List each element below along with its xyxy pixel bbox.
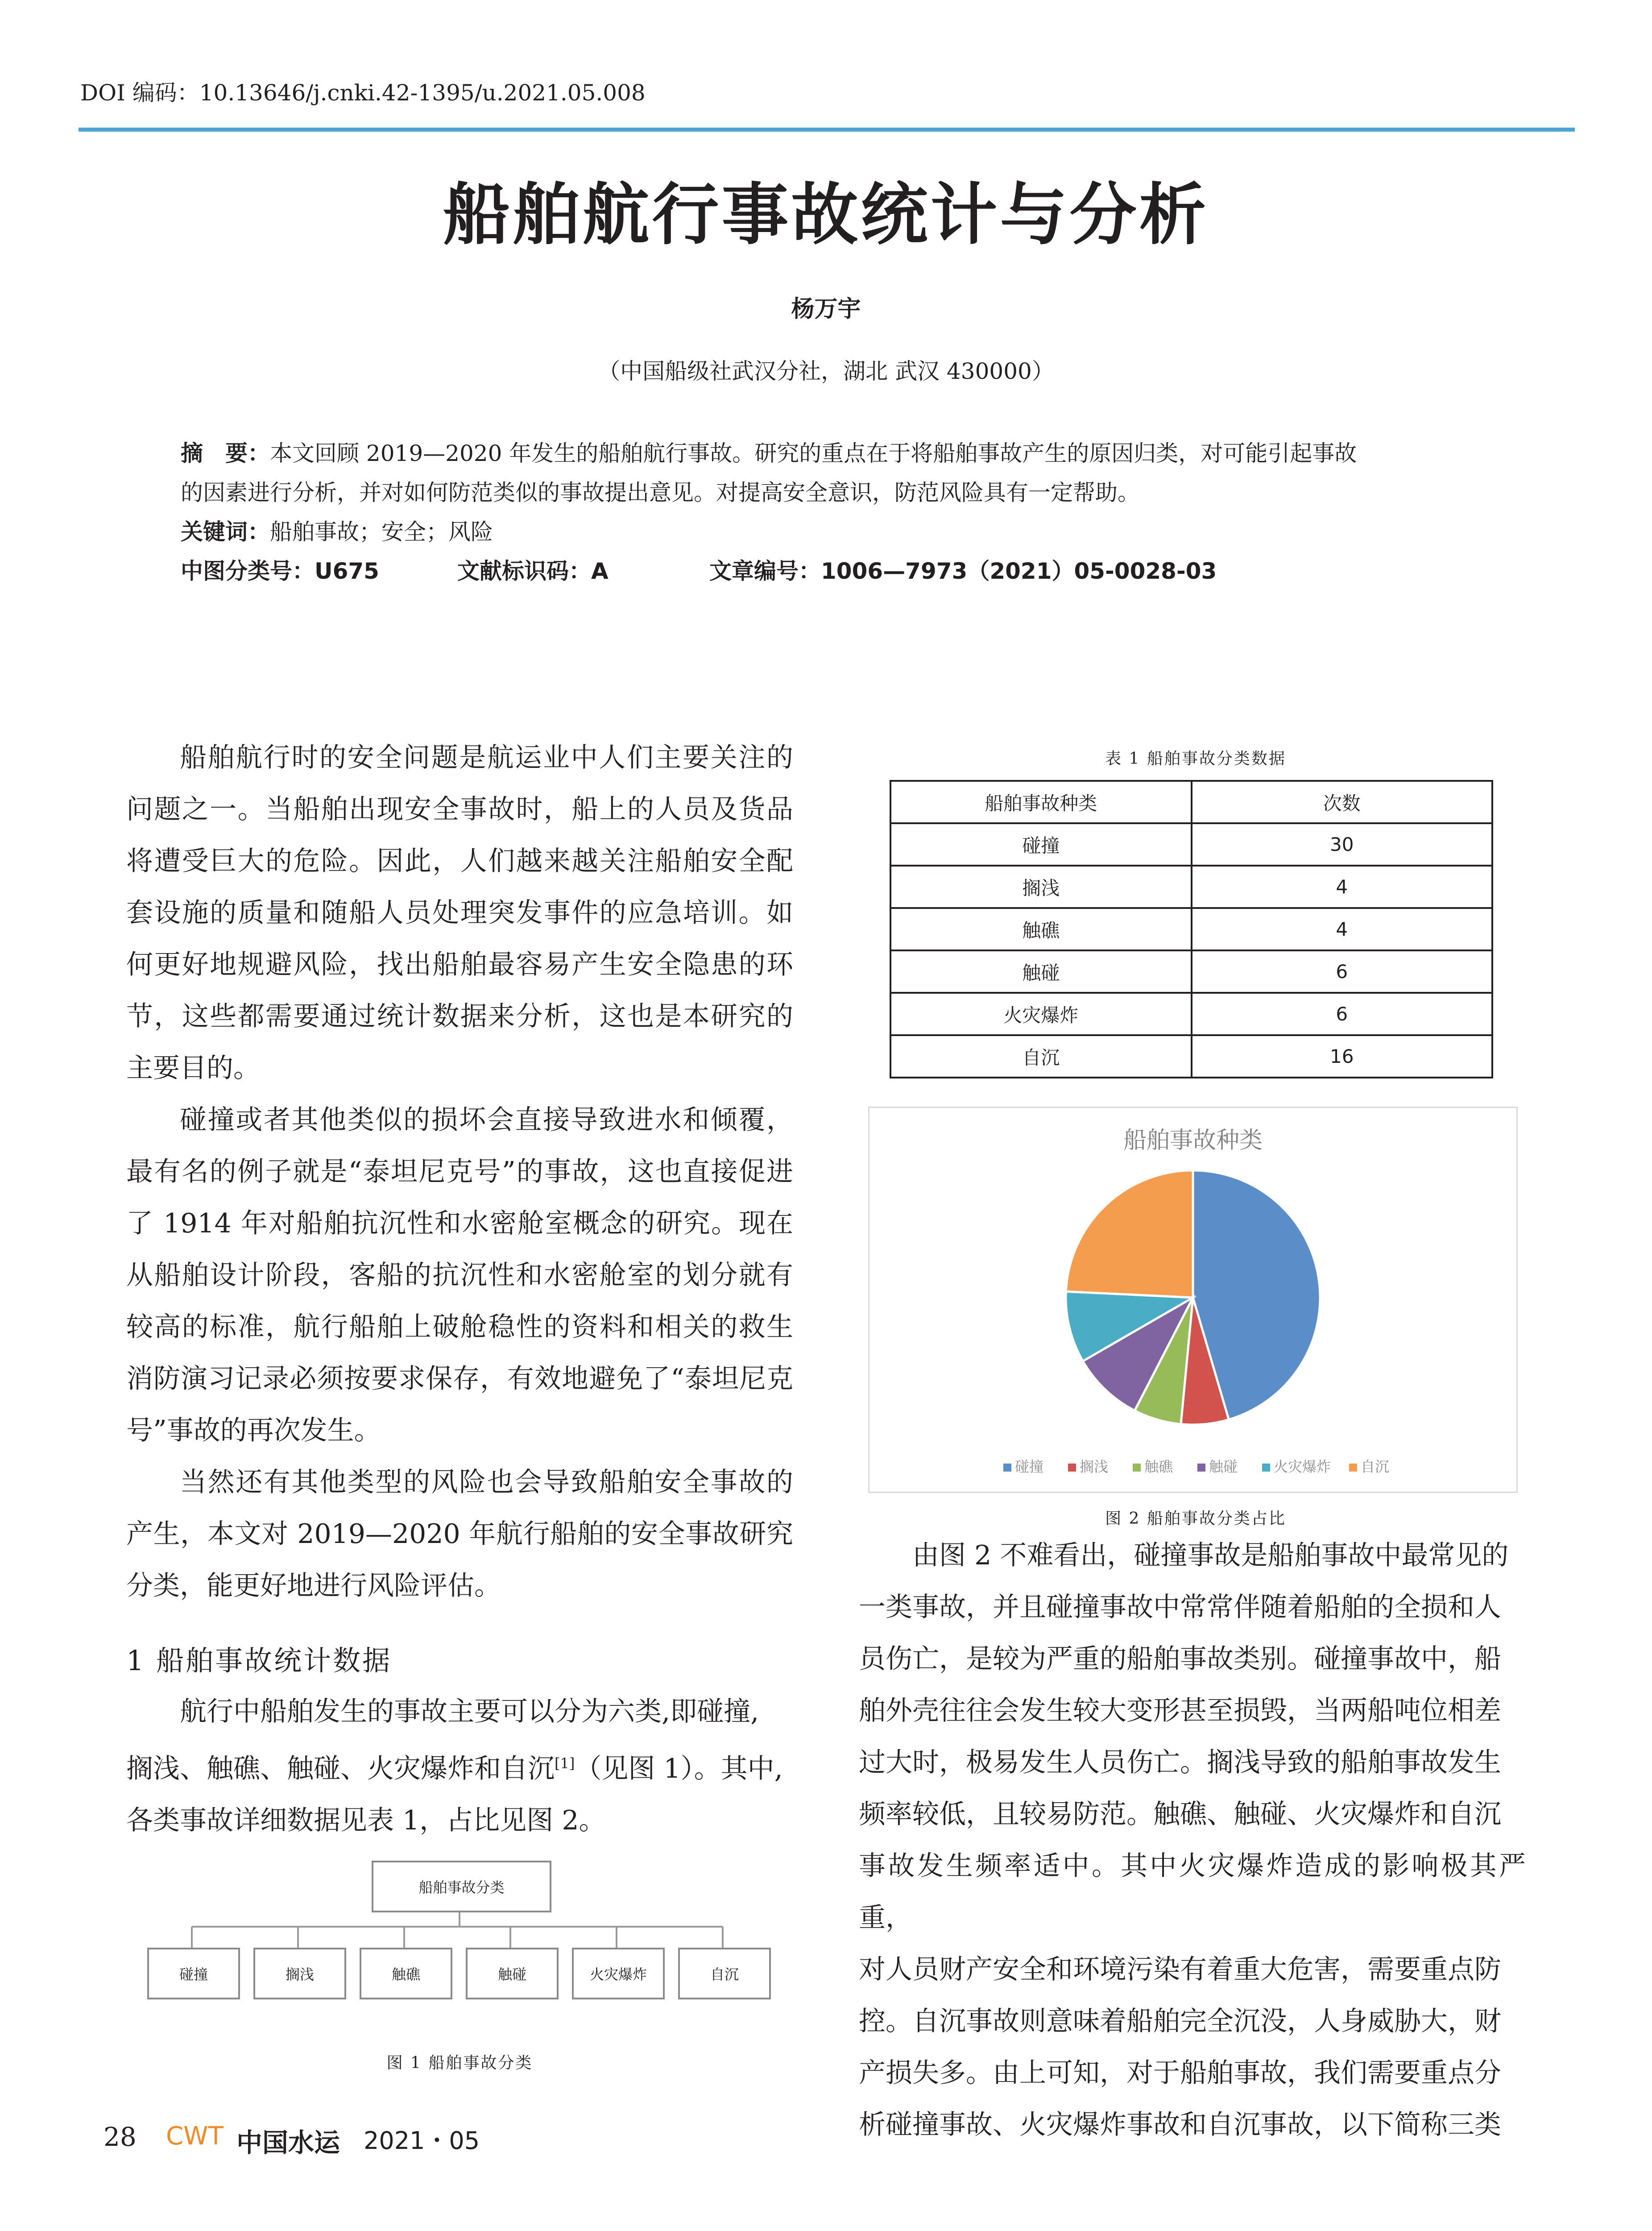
table-cell: 6 xyxy=(1192,950,1493,993)
journal-brand: CWT xyxy=(166,2122,224,2151)
table-cell: 4 xyxy=(1192,866,1493,908)
table-1-caption: 表 1 船舶事故分类数据 xyxy=(1105,750,1286,768)
keywords-text: 船舶事故；安全；风险 xyxy=(270,519,493,545)
legend-swatch xyxy=(1262,1464,1270,1472)
table-row xyxy=(890,866,1492,908)
keywords-label: 关键词： xyxy=(181,519,270,545)
figure-2-caption: 图 2 船舶事故分类占比 xyxy=(1105,1509,1286,1528)
document-code: 文献标识码：A xyxy=(457,558,609,584)
clc-number: 中图分类号：U675 xyxy=(181,558,379,584)
table-1 xyxy=(890,780,1493,1078)
table-cell: 触礁 xyxy=(890,908,1192,950)
table-header-row xyxy=(890,781,1492,823)
right-column-line: 对人员财产安全和环境污染有着重大危害，需要重点防 xyxy=(859,1954,1501,1985)
legend-swatch xyxy=(1349,1464,1357,1472)
section-title: 1 船舶事故统计数据 xyxy=(126,1644,392,1677)
tree-node-sinking: 自沉 xyxy=(678,1948,771,1999)
tree-node-fire: 火灾爆炸 xyxy=(572,1948,665,1999)
tree-root-node: 船舶事故分类 xyxy=(372,1861,551,1912)
table-row xyxy=(890,908,1492,950)
table-cell: 触碰 xyxy=(890,950,1192,993)
legend-swatch xyxy=(1197,1464,1205,1472)
citation-ref[interactable]: [1] xyxy=(555,1755,575,1772)
right-column-line: 员伤亡，是较为严重的船舶事故类别。碰撞事故中，船 xyxy=(859,1643,1501,1675)
figure-1-caption: 图 1 船舶事故分类 xyxy=(386,2054,533,2072)
right-column-line: 由图 2 不难看出，碰撞事故是船舶事故中最常见的 xyxy=(912,1540,1509,1571)
paper-title: 船舶航行事故统计与分析 xyxy=(443,175,1209,254)
pie-chart-svg xyxy=(869,1108,1516,1492)
legend-label: 自沉 xyxy=(1361,1458,1390,1475)
legend-label: 碰撞 xyxy=(1015,1458,1044,1475)
abstract-line-1: 本文回顾 2019—2020 年发生的船舶航行事故。研究的重点在于将船舶事故产生的原因归类，对可能引起事故 xyxy=(270,440,1357,466)
p4-line-3: 各类事故详细数据见表 1，占比见图 2。 xyxy=(126,1805,606,1836)
right-column-line: 控。自沉事故则意味着船舶完全沉没，人身威胁大，财 xyxy=(859,2006,1501,2037)
table-row xyxy=(890,950,1492,993)
paragraph-3: 当然还有其他类型的风险也会导致船舶安全事故的产生，本文对 2019—2020 年航行船舶的安全事故研究分类，能更好地进行风险评估。 xyxy=(126,1467,793,1601)
p4-line-2-tail: （见图 1）。其中, xyxy=(575,1753,783,1784)
p4-line-2-text: 搁浅、触礁、触碰、火灾爆炸和自沉 xyxy=(126,1753,555,1784)
right-column-line: 舶外壳往往会发生较大变形甚至损毁，当两船吨位相差 xyxy=(859,1695,1501,1726)
table-cell: 30 xyxy=(1192,823,1493,866)
legend-label: 搁浅 xyxy=(1080,1458,1109,1475)
right-column-line: 析碰撞事故、火灾爆炸事故和自沉事故，以下简称三类 xyxy=(859,2109,1501,2140)
table-cell: 自沉 xyxy=(890,1035,1192,1078)
article-number: 文章编号：1006—7973（2021）05-0028-03 xyxy=(709,558,1217,584)
header-rule xyxy=(79,128,1575,132)
table-cell: 火灾爆炸 xyxy=(890,993,1192,1035)
journal-name: 中国水运 xyxy=(236,2127,340,2158)
right-column-line: 过大时，极易发生人员伤亡。搁浅导致的船舶事故发生 xyxy=(859,1747,1501,1778)
abstract-label: 摘 要： xyxy=(181,440,270,466)
right-column-line: 频率较低，且较易防范。触礁、触碰、火灾爆炸和自沉 xyxy=(859,1799,1501,1830)
table-row xyxy=(890,993,1492,1035)
figure-2-chart xyxy=(868,1107,1518,1493)
table-cell: 16 xyxy=(1192,1035,1493,1078)
left-column xyxy=(126,732,793,1612)
pie-slice-6 xyxy=(1066,1170,1193,1298)
author-name: 杨万宇 xyxy=(791,296,861,323)
legend-label: 火灾爆炸 xyxy=(1274,1458,1331,1475)
table-cell: 4 xyxy=(1192,908,1493,950)
table-cell: 搁浅 xyxy=(890,866,1192,908)
affiliation: （中国船级社武汉分社，湖北 武汉 430000） xyxy=(598,358,1054,384)
chart-title: 船舶事故种类 xyxy=(1123,1128,1263,1153)
page-number: 28 xyxy=(104,2122,137,2152)
tree-node-contact: 触碰 xyxy=(466,1948,559,1999)
classification-row xyxy=(181,552,1497,591)
doi-line: DOI 编码：10.13646/j.cnki.42-1395/u.2021.05.008 xyxy=(80,80,646,106)
tree-node-reef: 触礁 xyxy=(360,1948,452,1999)
journal-issue: 2021・05 xyxy=(364,2127,480,2155)
legend-swatch xyxy=(1133,1464,1141,1472)
table-cell: 碰撞 xyxy=(890,823,1192,866)
abstract-line-2: 的因素进行分析，并对如何防范类似的事故提出意见。对提高安全意识，防范风险具有一定帮助。 xyxy=(181,480,1140,506)
right-column-text xyxy=(859,1530,1526,2151)
tree-node-grounding: 搁浅 xyxy=(253,1948,346,1999)
table-cell: 6 xyxy=(1192,993,1493,1035)
table-row xyxy=(890,1035,1492,1078)
table-header-cell: 船舶事故种类 xyxy=(890,781,1192,823)
paragraph-1: 船舶航行时的安全问题是航运业中人们主要关注的问题之一。当船舶出现安全事故时，船上的人员及货品将遭受巨大的危险。因此，人们越来越关注船舶安全配套设施的质量和随船人员处理突发事件的应急培训。如何更好地规避风险，找出船舶最容易产生安全隐患的环节，这些都需要通过统计数据来分析，这也是本研究的主要目的。 xyxy=(126,742,793,1084)
table-row xyxy=(890,823,1492,866)
legend-label: 触碰 xyxy=(1209,1458,1238,1475)
table-header-cell: 次数 xyxy=(1192,781,1493,823)
right-column-line: 产损失多。由上可知，对于船舶事故，我们需要重点分 xyxy=(859,2057,1501,2089)
p4-line-1: 航行中船舶发生的事故主要可以分为六类,即碰撞, xyxy=(180,1696,759,1727)
paragraph-4 xyxy=(126,1686,793,1846)
legend-swatch xyxy=(1068,1464,1076,1472)
tree-node-collision: 碰撞 xyxy=(147,1948,240,1999)
figure-1-diagram xyxy=(134,1847,794,2044)
paragraph-2: 碰撞或者其他类似的损坏会直接导致进水和倾覆，最有名的例子就是“泰坦尼克号”的事故，这也直接促进了 1914 年对船舶抗沉性和水密舱室概念的研究。现在从船舶设计阶段，客船的抗沉性和水密舱室的划分就有较高的标准，航行船舶上破舱稳性的资料和相关的救生消防演习记录必须按要求保存，有效地避免了“泰坦尼克号”事故的再次发生。 xyxy=(126,1104,793,1446)
right-column-line: 事故发生频率适中。其中火灾爆炸造成的影响极其严重， xyxy=(859,1850,1526,1933)
right-column-line: 一类事故，并且碰撞事故中常常伴随着船舶的全损和人 xyxy=(859,1592,1501,1623)
legend-label: 触礁 xyxy=(1144,1458,1173,1475)
legend-swatch xyxy=(1003,1464,1011,1472)
p4-line-2 xyxy=(126,1738,793,1795)
abstract xyxy=(181,434,1497,591)
